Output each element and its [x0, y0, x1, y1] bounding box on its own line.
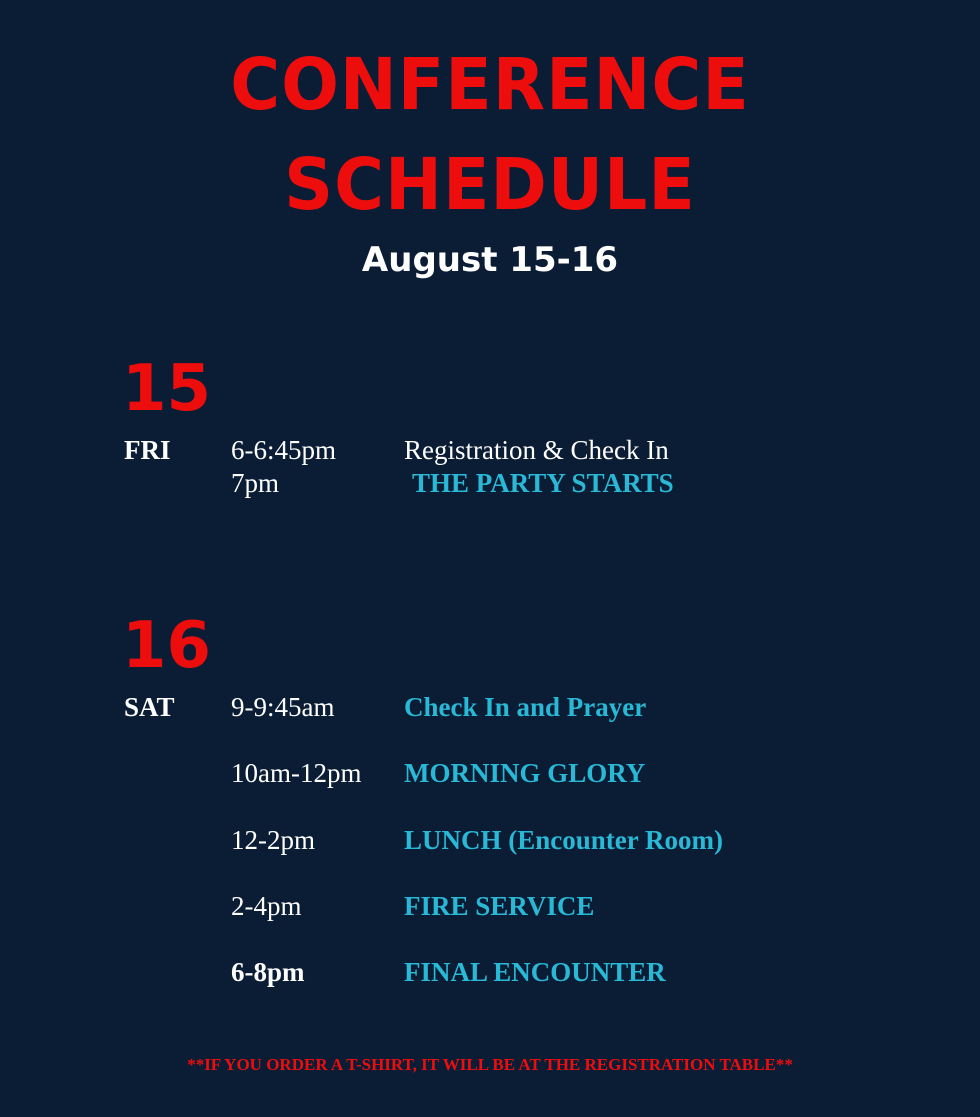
conference-dates: August 15-16 — [361, 240, 619, 280]
title-line-1: CONFERENCE — [230, 44, 750, 127]
tshirt-note: **IF YOU ORDER A T-SHIRT, IT WILL BE AT THE REGISTRATION TABLE** — [187, 1055, 793, 1074]
event-time: 10am-12pm — [231, 758, 362, 788]
day-number: 16 — [122, 609, 212, 683]
day-name: SAT — [124, 692, 175, 722]
event-time: 6-8pm — [231, 957, 305, 987]
event-time: 2-4pm — [231, 891, 302, 921]
title-line-2: SCHEDULE — [284, 144, 696, 227]
event-time: 12-2pm — [231, 825, 315, 855]
day-number: 15 — [122, 352, 212, 426]
event-title: FINAL ENCOUNTER — [404, 957, 666, 987]
event-time: 6-6:45pm — [231, 435, 336, 465]
event-title: MORNING GLORY — [404, 758, 646, 788]
day-name: FRI — [124, 435, 171, 465]
event-title: FIRE SERVICE — [404, 891, 595, 921]
event-title: THE PARTY STARTS — [412, 468, 674, 498]
event-title: Check In and Prayer — [404, 692, 647, 722]
event-title: LUNCH (Encounter Room) — [404, 825, 723, 855]
event-title: Registration & Check In — [404, 435, 669, 465]
event-time: 7pm — [231, 468, 280, 498]
event-time: 9-9:45am — [231, 692, 335, 722]
